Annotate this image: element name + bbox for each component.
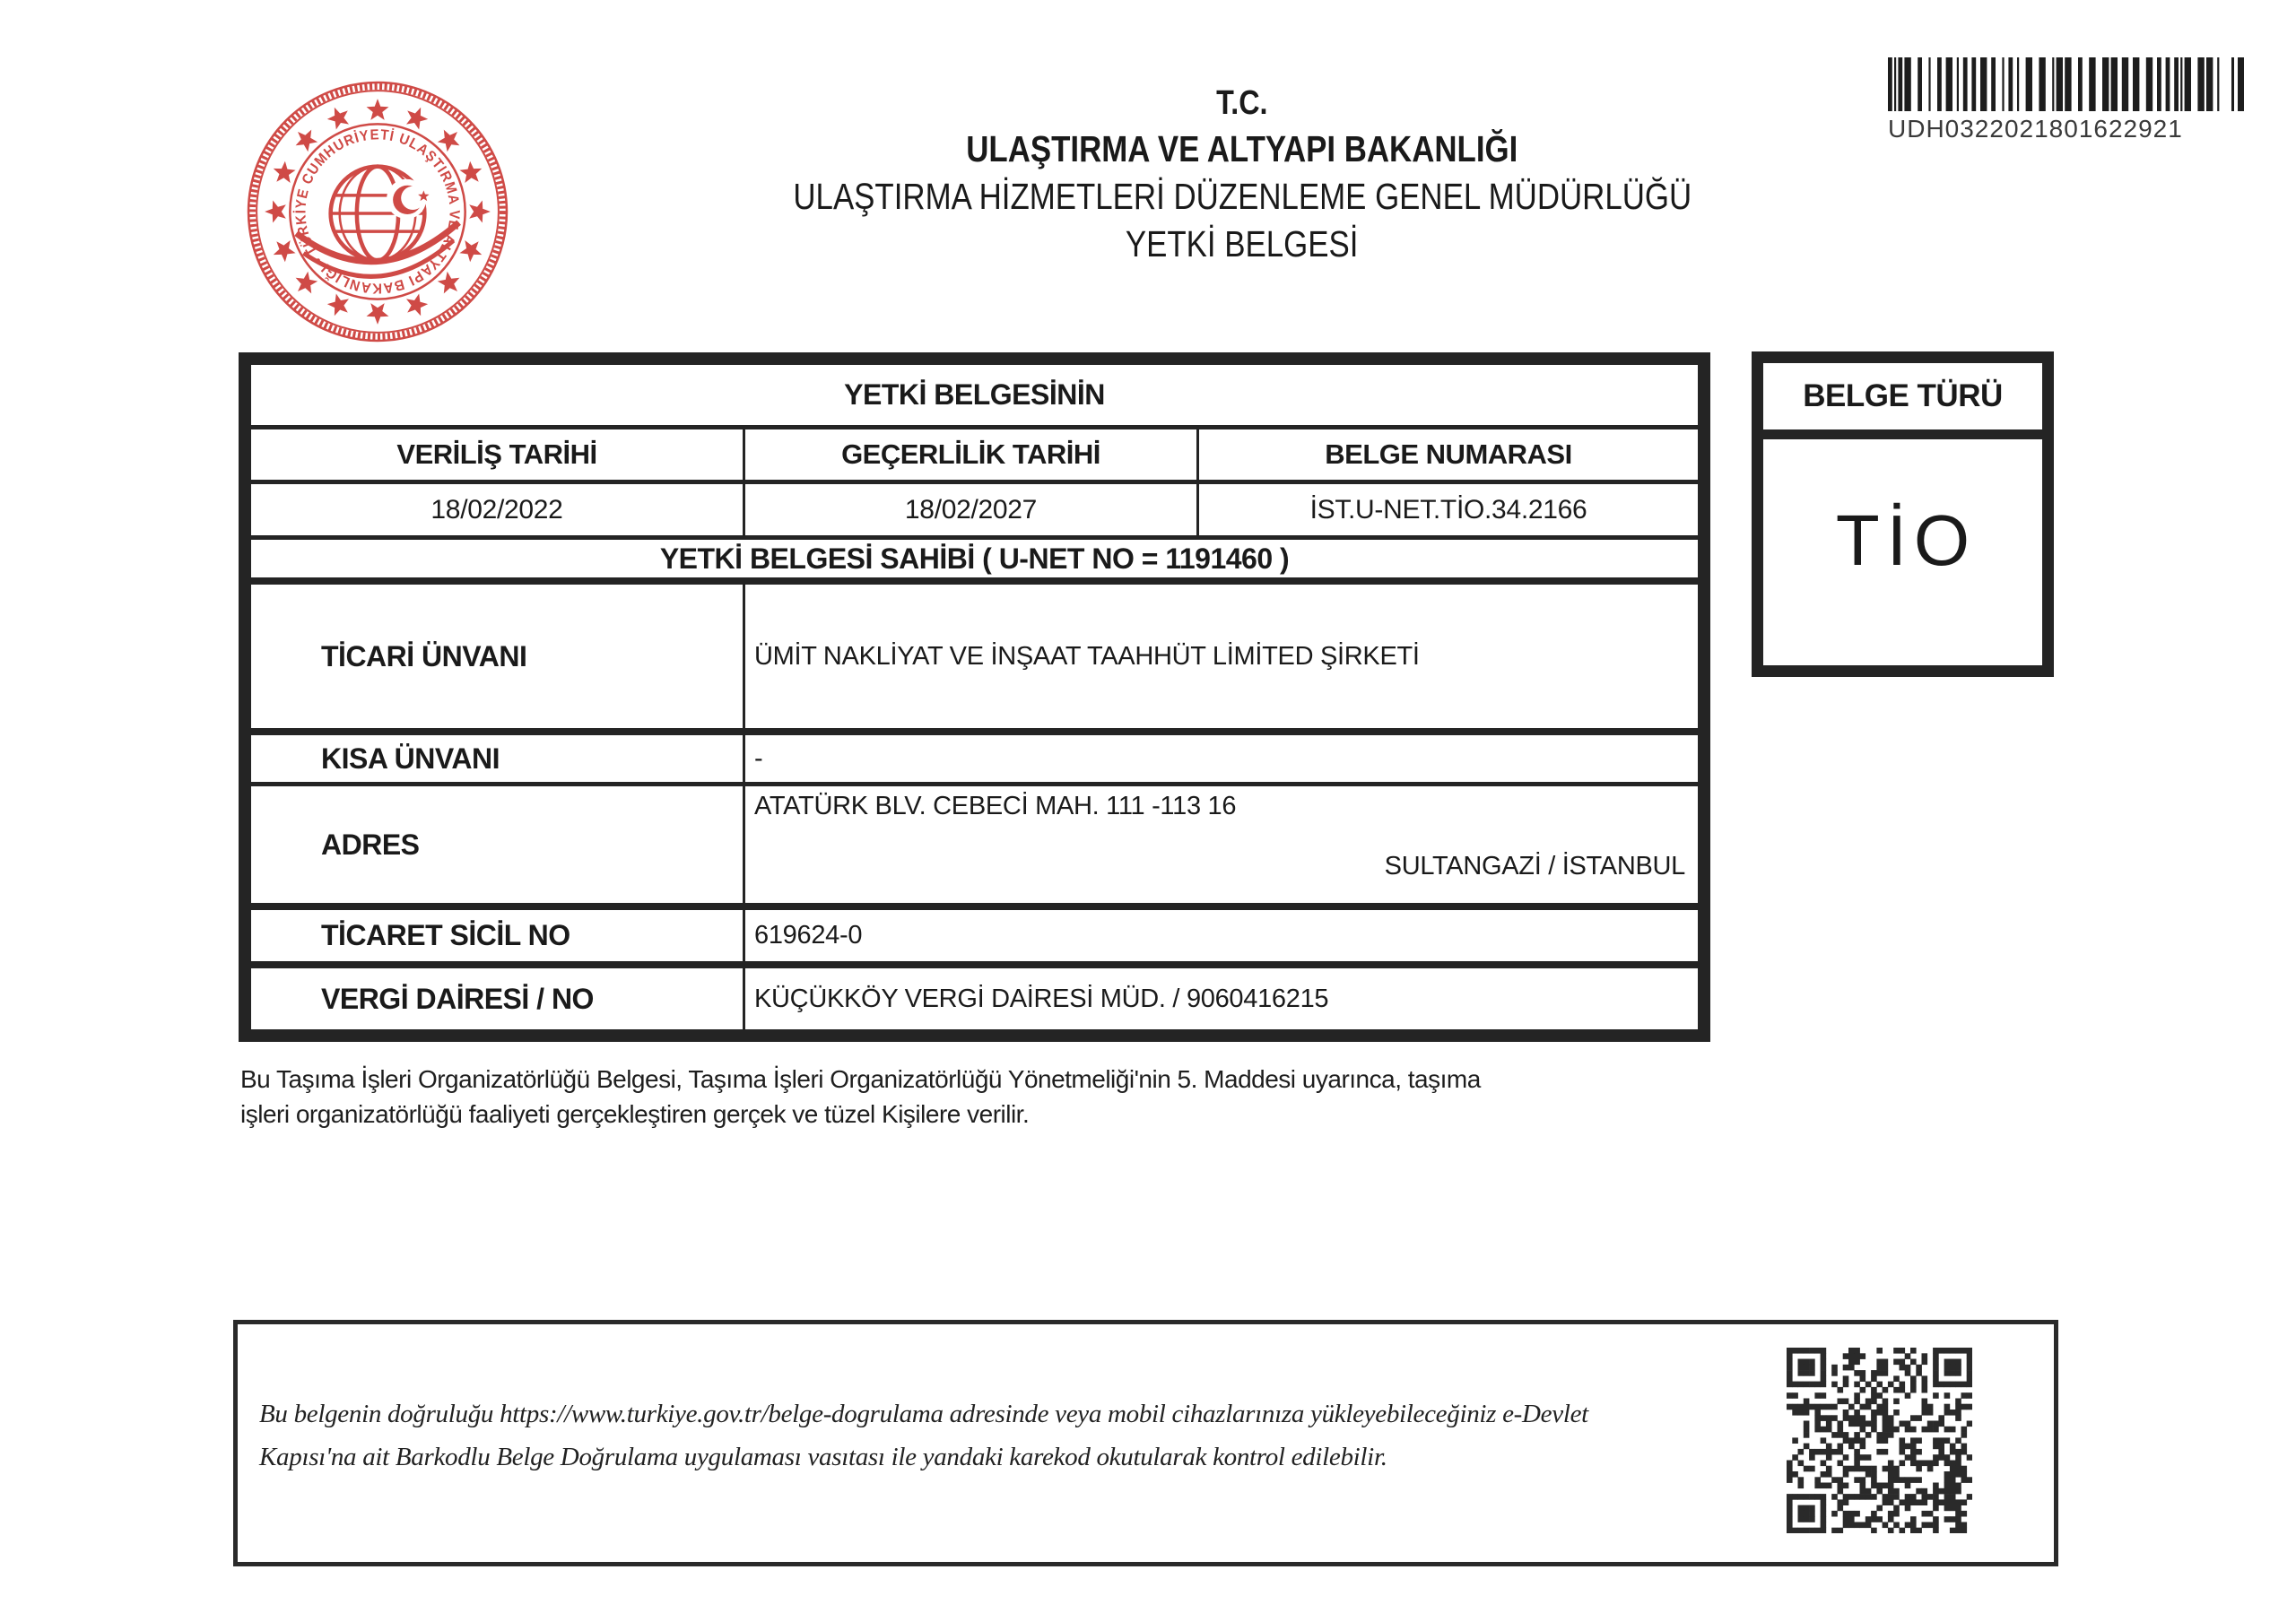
kisa-unvani-row [251,728,1698,782]
adres-value [743,786,1698,903]
adres-row [251,782,1698,903]
table-header-row [251,425,1698,480]
col-gecerlilik-tarihi-header: GEÇERLİLİK TARİHİ [743,429,1196,480]
kisa-unvani-value: - [743,735,1698,782]
table-section-title: YETKİ BELGESİNİN [844,378,1105,411]
belge-numarasi-value: İST.U-NET.TİO.34.2166 [1196,484,1698,535]
certificate-table [239,352,1710,1042]
regulation-note-line1: Bu Taşıma İşleri Organizatörlüğü Belgesi, Taşıma İşleri Organizatörlüğü Yönetmeliği'nin 5. Maddesi uyarınca, taşıma [240,1065,1481,1093]
ministry-seal-logo [244,77,511,346]
belge-turu-title: BELGE TÜRÜ [1763,363,2042,439]
adres-street-line: ATATÜRK BLV. CEBECİ MAH. 111 -113 16 [754,792,1237,820]
belge-turu-value: TİO [1835,500,1978,580]
barcode-icon [1888,57,2244,111]
verilis-tarihi-value: 18/02/2022 [430,494,563,525]
header-tc: T.C. [1216,84,1268,122]
gecerlilik-tarihi-value: 18/02/2027 [743,484,1196,535]
ticari-unvani-label: TİCARİ ÜNVANI [321,639,527,672]
regulation-note [240,1062,1481,1132]
verification-text-line2: Kapısı'na ait Barkodlu Belge Doğrulama uygulaması vasıtası ile yandaki karekod okutularak kontrol edilebilir. [259,1443,1387,1471]
belge-turu-box [1752,351,2054,677]
header-doc-type: YETKİ BELGESİ [1126,223,1359,265]
adres-city-line: SULTANGAZİ / İSTANBUL [1384,852,1685,880]
kisa-unvani-label: KISA ÜNVANI [321,742,500,775]
seal-rope-ring [248,82,507,341]
vergi-dairesi-label: VERGİ DAİRESİ / NO [321,982,594,1015]
vergi-dairesi-value: KÜÇÜKKÖY VERGİ DAİRESİ MÜD. / 9060416215 [743,968,1698,1029]
ticaret-sicil-value: 619624-0 [743,910,1698,961]
ticaret-sicil-label: TİCARET SİCİL NO [321,919,570,951]
adres-label: ADRES [321,828,420,861]
col-belge-numarasi-header: BELGE NUMARASI [1196,429,1698,480]
qr-code-icon [1787,1348,1972,1533]
barcode-block [1888,57,2247,143]
verification-box [233,1320,2058,1566]
ticaret-sicil-row [251,903,1698,961]
owner-title-row: YETKİ BELGESİ SAHİBİ ( U-NET NO = 1191460 ) [251,535,1698,577]
ticari-unvani-row [251,577,1698,728]
table-value-row [251,480,1698,535]
vergi-dairesi-row [251,961,1698,1029]
seal-ring-text: TÜRKİYE CUMHURİYETİ ULAŞTIRMA VE ALTYAPI BAKANLIĞI • [292,126,463,297]
header-directorate: ULAŞTIRMA HİZMETLERİ DÜZENLEME GENEL MÜDÜRLÜĞÜ [793,176,1692,217]
verification-text-line1: Bu belgenin doğruluğu https://www.turkiye.gov.tr/belge-dogrulama adresinde veya mobil cihazlarınıza yükleyebileceğiniz e-Devlet [259,1400,1588,1428]
regulation-note-line2: işleri organizatörlüğü faaliyeti gerçekleştiren gerçek ve tüzel Kişilere verilir. [240,1100,1030,1128]
document-header [592,86,1892,273]
barcode-number: UDH0322021801622921 [1888,115,2183,143]
verification-text [259,1392,1784,1479]
col-verilis-tarihi-header: VERİLİŞ TARİHİ [396,438,597,470]
header-ministry: ULAŞTIRMA VE ALTYAPI BAKANLIĞI [966,128,1518,169]
ticari-unvani-value: ÜMİT NAKLİYAT VE İNŞAAT TAAHHÜT LİMİTED ŞİRKETİ [743,585,1698,728]
seal-inner-ring [290,124,465,299]
